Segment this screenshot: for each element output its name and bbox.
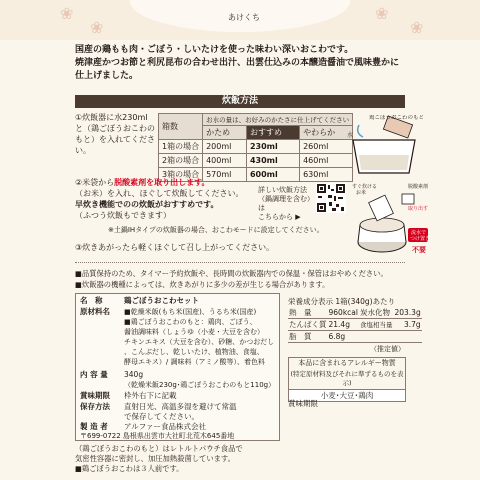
qr-code-icon[interactable] [316, 183, 346, 213]
opening-tab-label: あけくち [228, 13, 260, 22]
product-info-box [75, 293, 280, 441]
estimated-note: （推定値） [370, 345, 405, 353]
expiry-row: 賞味期限 枠外右下に記載 [80, 391, 177, 400]
product-name-row: 名 称 鶏ごぼうおこわセット [80, 296, 199, 305]
divider [75, 262, 405, 263]
chick-decoration-icon: ❀ [90, 18, 104, 37]
column-firm: かため [203, 126, 247, 140]
materials-row: 原材料名 [80, 307, 110, 316]
intro-line-2: 焼津産かつお節と利尻昆布の合わせ出汁、出雲仕込みの本醸造醤油で風味豊かに仕上げました。 [75, 58, 400, 81]
rice-cooker-water-illustration [345, 115, 425, 180]
maker-address: 〒699-0722 島根県出雲市大社町北荒木645番地 [80, 432, 235, 440]
column-recommended: おすすめ [246, 126, 299, 140]
storage-row: 保存方法 直射日光、高温多湿を避けて常温 [80, 402, 237, 411]
content-row: 内 容 量 340g [80, 370, 144, 379]
intro-line-1: 国産の鶏もも肉・ごぼう・しいたけを使った味わい深いおこわです。 [75, 45, 354, 55]
oxygen-absorber-illustration [350, 180, 430, 260]
svg-text:取り出す: 取り出す [408, 206, 429, 212]
table-row: 3箱の場合 570ml 600ml 630ml [159, 168, 353, 182]
table-row: 1箱の場合 200ml 230ml 260ml [159, 140, 353, 154]
footnotes: （鶏ごぼうおこわのもと）はレトルトパウチ食品で 気密性容器に密封し、加圧加熱殺菌しています。 ■鶏ごぼうおこわは３人前です。 [75, 444, 243, 473]
detail-link-text: 詳しい炊飯方法 （鍋調理を含む）は こちらから ▶ [258, 186, 314, 221]
chick-decoration-icon: ❀ [60, 4, 74, 23]
table-row: 熱 量 960kcal 炭水化物 203.3g [289, 308, 421, 317]
step-2-text: ②米袋から脱酸素剤を取り出します。 （お米）を入れ、ほぐして炊飯してください。 早炊き機能でのの炊飯がおすすめです。 （ふつう炊飯もできます） [75, 178, 244, 220]
cooking-method-title: 炊飯方法 [75, 95, 405, 108]
intro-text [75, 44, 405, 83]
svg-text:脱酸素剤: 脱酸素剤 [408, 184, 429, 190]
water-amount-table [158, 113, 353, 182]
step-1-text: ①炊飯器に水230mlと（鶏ごぼうおこわのもと）を入れてください。 [75, 113, 155, 155]
column-soft: やわらか [300, 126, 353, 140]
warnings [75, 268, 415, 290]
warning-item: ■品質保持のため、タイマー予約炊飯や、長時間の炊飯器内での保温・保管はおやめください。 [75, 269, 388, 278]
table-row: 脂 質 6.8g [288, 331, 422, 343]
step-3-text: ③炊きあがったら軽くほぐして召し上がってください。 [75, 243, 275, 252]
svg-text:お米: お米 [356, 190, 367, 196]
water-label: 水 [347, 132, 354, 139]
allergy-value: 小麦･大豆･鶏肉 [289, 389, 405, 401]
packet-label: 鶏ごぼうおこわのもと [369, 115, 425, 121]
svg-text:すぐ炊ける: すぐ炊ける [352, 184, 378, 190]
expiry-area-label: 賞味期限 [288, 399, 318, 408]
chick-decoration-icon: ❀ [375, 4, 389, 23]
warning-item: ■炊飯器の機種によっては、炊きあがりに多少の差が生じる場合があります。 [75, 280, 330, 289]
table-row: 2箱の場合 400ml 430ml 460ml [159, 154, 353, 168]
chick-decoration-icon: ❀ [410, 18, 424, 37]
svg-text:つけ置き: つけ置き [410, 236, 430, 242]
storage-line-2: で保存してください。 [124, 412, 199, 421]
table-row: たんぱく質 21.4g 食塩相当量 3.7g [289, 320, 421, 329]
nutrition-table [288, 307, 422, 343]
svg-text:流水で: 流水で [411, 230, 427, 236]
svg-text:不要: 不要 [412, 246, 426, 254]
materials-list: ■乾燥米飯(もち米(国産)、うるち米(国産) ■鶏ごぼうおこわのもと：鶏肉、ごぼう、 醤油調味料（しょうゆ（小麦・大豆を含む） チキンエキス（大豆を含む）、砂糖、かつおだし 、こんぶだし、乾しいたけ、植物油、食塩、 酵母エキス）/ 調味料（アミノ酸等）、着色料 [124, 308, 275, 366]
ih-cooker-note: ※土鍋IHタイプの炊飯器の場合、おこわモードに設定してください。 [108, 226, 324, 234]
nutrition-title: 栄養成分表示 1箱(340g)あたり [288, 297, 396, 306]
content-detail: （乾燥米飯230g･鶏ごぼうおこわのもと110g） [124, 381, 276, 389]
allergy-box: 本品に含まれるアレルギー物質 (特定原材料及びそれに準ずるものを表示) 小麦･大豆･鶏肉 [288, 357, 406, 402]
maker-row: 製 造 者 アルファー食品株式会社 [80, 422, 207, 431]
table-header-note: お水の量は、お好みのかたさに仕上げてください [203, 114, 353, 126]
table-header-boxes: 箱数 [159, 114, 203, 140]
remove-oxygen-absorber-warning: 脱酸素剤を取り出します。 [114, 178, 210, 187]
